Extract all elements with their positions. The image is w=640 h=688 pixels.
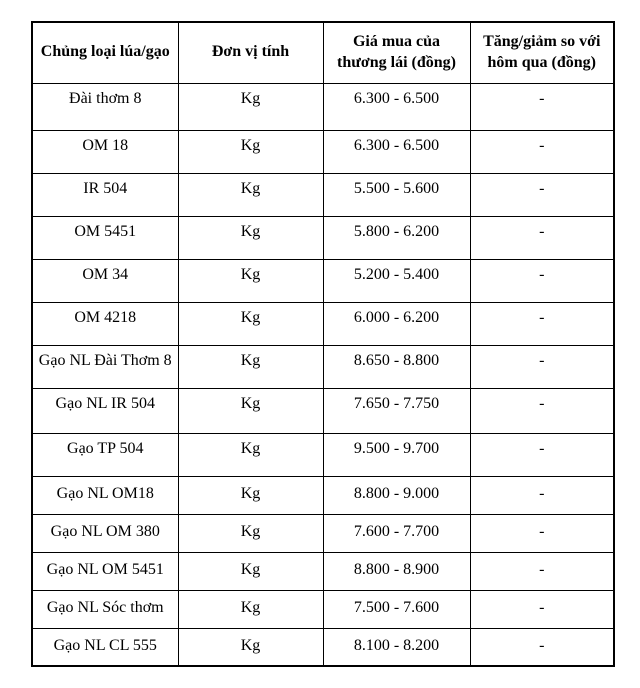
- cell-change: -: [470, 130, 614, 173]
- cell-price: 7.500 - 7.600: [323, 590, 470, 628]
- cell-price: 9.500 - 9.700: [323, 433, 470, 476]
- cell-price: 8.650 - 8.800: [323, 345, 470, 388]
- cell-change: -: [470, 628, 614, 666]
- cell-change: -: [470, 259, 614, 302]
- cell-type: OM 4218: [32, 302, 178, 345]
- cell-unit: Kg: [178, 173, 323, 216]
- table-row: [32, 259, 614, 302]
- cell-change: -: [470, 388, 614, 433]
- cell-unit: Kg: [178, 552, 323, 590]
- cell-price: 6.300 - 6.500: [323, 83, 470, 130]
- cell-change: -: [470, 83, 614, 130]
- cell-price: 5.500 - 5.600: [323, 173, 470, 216]
- table-row: [32, 130, 614, 173]
- cell-type: Gạo TP 504: [32, 433, 178, 476]
- cell-unit: Kg: [178, 130, 323, 173]
- cell-change: -: [470, 514, 614, 552]
- cell-unit: Kg: [178, 590, 323, 628]
- cell-type: Đài thơm 8: [32, 83, 178, 130]
- cell-unit: Kg: [178, 216, 323, 259]
- cell-unit: Kg: [178, 345, 323, 388]
- cell-change: -: [470, 345, 614, 388]
- cell-price: 8.100 - 8.200: [323, 628, 470, 666]
- cell-unit: Kg: [178, 388, 323, 433]
- cell-change: -: [470, 476, 614, 514]
- cell-change: -: [470, 302, 614, 345]
- cell-type: Gạo NL OM 5451: [32, 552, 178, 590]
- rice-price-table-container: [31, 21, 615, 667]
- cell-type: OM 18: [32, 130, 178, 173]
- table-row: [32, 476, 614, 514]
- cell-type: Gạo NL Sóc thơm: [32, 590, 178, 628]
- table-row: [32, 388, 614, 433]
- rice-price-table: [31, 21, 615, 667]
- cell-unit: Kg: [178, 259, 323, 302]
- cell-price: 5.800 - 6.200: [323, 216, 470, 259]
- table-row: [32, 590, 614, 628]
- cell-unit: Kg: [178, 433, 323, 476]
- cell-type: Gạo NL OM 380: [32, 514, 178, 552]
- cell-type: Gạo NL CL 555: [32, 628, 178, 666]
- table-row: [32, 216, 614, 259]
- table-row: [32, 83, 614, 130]
- cell-change: -: [470, 173, 614, 216]
- cell-unit: Kg: [178, 628, 323, 666]
- cell-type: OM 34: [32, 259, 178, 302]
- cell-unit: Kg: [178, 83, 323, 130]
- table-row: [32, 628, 614, 666]
- cell-change: -: [470, 552, 614, 590]
- table-row: [32, 302, 614, 345]
- table-row: [32, 345, 614, 388]
- cell-type: Gạo NL IR 504: [32, 388, 178, 433]
- cell-price: 6.300 - 6.500: [323, 130, 470, 173]
- column-header-unit: Đơn vị tính: [178, 22, 323, 83]
- table-row: [32, 433, 614, 476]
- column-header-change: Tăng/giảm so với hôm qua (đồng): [470, 22, 614, 83]
- cell-price: 6.000 - 6.200: [323, 302, 470, 345]
- cell-price: 8.800 - 9.000: [323, 476, 470, 514]
- cell-unit: Kg: [178, 514, 323, 552]
- column-header-price: Giá mua của thương lái (đồng): [323, 22, 470, 83]
- table-row: [32, 514, 614, 552]
- table-row: [32, 173, 614, 216]
- cell-unit: Kg: [178, 476, 323, 514]
- table-body: [32, 83, 614, 666]
- cell-change: -: [470, 590, 614, 628]
- cell-price: 7.650 - 7.750: [323, 388, 470, 433]
- cell-type: Gạo NL Đài Thơm 8: [32, 345, 178, 388]
- cell-price: 5.200 - 5.400: [323, 259, 470, 302]
- cell-price: 8.800 - 8.900: [323, 552, 470, 590]
- cell-type: Gạo NL OM18: [32, 476, 178, 514]
- header-row: [32, 22, 614, 83]
- cell-type: IR 504: [32, 173, 178, 216]
- column-header-type: Chủng loại lúa/gạo: [32, 22, 178, 83]
- cell-type: OM 5451: [32, 216, 178, 259]
- cell-price: 7.600 - 7.700: [323, 514, 470, 552]
- cell-change: -: [470, 216, 614, 259]
- table-row: [32, 552, 614, 590]
- cell-unit: Kg: [178, 302, 323, 345]
- cell-change: -: [470, 433, 614, 476]
